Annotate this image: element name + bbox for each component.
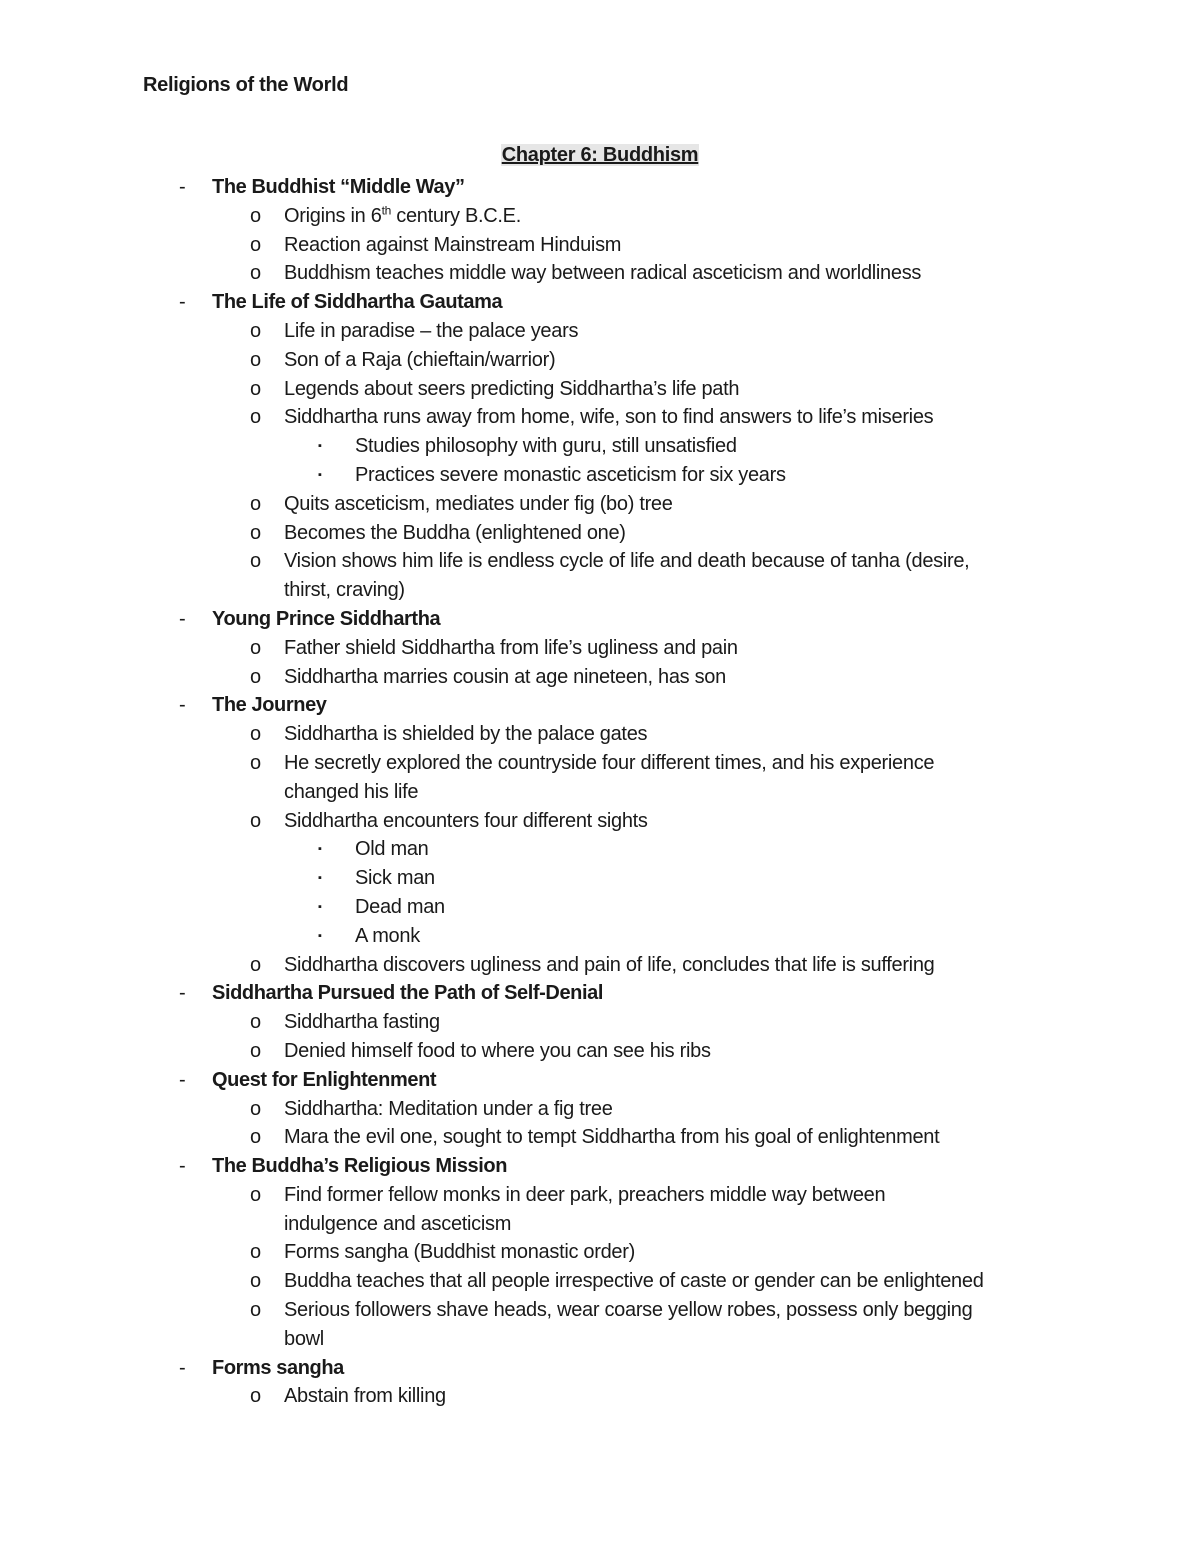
list-item: o Siddhartha is shielded by the palace gates <box>0 720 1200 749</box>
square-bullet: ▪ <box>318 440 322 453</box>
list-item: o Son of a Raja (chieftain/warrior) <box>0 346 1200 375</box>
list-item: o Life in paradise – the palace years <box>0 317 1200 346</box>
list-item: o Siddhartha runs away from home, wife, son to find answers to life’s miseries <box>0 403 1200 432</box>
square-bullet: ▪ <box>318 929 322 942</box>
section-heading: - The Buddha’s Religious Mission <box>0 1152 1200 1181</box>
list-item: o Vision shows him life is endless cycle of life and death because of tanha (desire, <box>0 547 1200 576</box>
list-item: o He secretly explored the countryside four different times, and his experience <box>0 749 1200 778</box>
section-heading: - The Life of Siddhartha Gautama <box>0 288 1200 317</box>
circle-bullet: o <box>250 377 261 400</box>
sub-list-item: ▪ Practices severe monastic asceticism for six years <box>0 461 1200 490</box>
list-item: o Becomes the Buddha (enlightened one) <box>0 519 1200 548</box>
circle-bullet: o <box>250 1011 261 1034</box>
dash-bullet: - <box>179 176 186 198</box>
dash-bullet: - <box>179 1068 186 1091</box>
list-item: o Legends about seers predicting Siddhartha’s life path <box>0 375 1200 404</box>
circle-bullet: o <box>250 492 261 515</box>
list-item: o Denied himself food to where you can see his ribs <box>0 1037 1200 1066</box>
list-item-continuation: changed his life <box>284 780 419 803</box>
circle-bullet: o <box>250 1299 261 1322</box>
circle-bullet: o <box>250 809 261 832</box>
dash-bullet: - <box>179 607 186 630</box>
circle-bullet: o <box>250 723 261 746</box>
document-title: Religions of the World <box>143 74 349 96</box>
list-item: o Buddhism teaches middle way between radical asceticism and worldliness <box>0 259 1200 288</box>
outline <box>0 173 1200 1411</box>
section-heading: - Young Prince Siddhartha <box>0 605 1200 634</box>
list-item: o Buddha teaches that all people irrespective of caste or gender can be enlightened <box>0 1267 1200 1296</box>
list-item: o Serious followers shave heads, wear coarse yellow robes, possess only begging <box>0 1296 1200 1325</box>
list-item: o Father shield Siddhartha from life’s ugliness and pain <box>0 634 1200 663</box>
circle-bullet: o <box>250 550 261 573</box>
list-item: o Quits asceticism, mediates under fig (bo) tree <box>0 490 1200 519</box>
section-heading: - The Buddhist “Middle Way” <box>0 173 1200 202</box>
list-item-continuation: indulgence and asceticism <box>284 1212 512 1235</box>
circle-bullet: o <box>250 406 261 429</box>
circle-bullet: o <box>250 521 261 544</box>
circle-bullet: o <box>250 751 261 774</box>
list-item-continuation: thirst, craving) <box>284 579 405 602</box>
circle-bullet: o <box>250 1097 261 1120</box>
sub-list-item: ▪ Old man <box>0 835 1200 864</box>
circle-bullet: o <box>250 1270 261 1293</box>
list-item: o Mara the evil one, sought to tempt Siddhartha from his goal of enlightenment <box>0 1123 1200 1152</box>
list-item: o Forms sangha (Buddhist monastic order) <box>0 1238 1200 1267</box>
square-bullet: ▪ <box>318 872 322 885</box>
circle-bullet: o <box>250 953 261 976</box>
circle-bullet: o <box>250 665 261 688</box>
dash-bullet: - <box>179 1155 186 1178</box>
sub-list-item: ▪ Dead man <box>0 893 1200 922</box>
dash-bullet: - <box>179 291 186 314</box>
list-item: o Siddhartha fasting <box>0 1008 1200 1037</box>
circle-bullet: o <box>250 1385 261 1408</box>
circle-bullet: o <box>250 1241 261 1264</box>
list-item: o Siddhartha marries cousin at age nineteen, has son <box>0 663 1200 692</box>
section-heading: - Quest for Enlightenment <box>0 1066 1200 1095</box>
square-bullet: ▪ <box>318 900 322 913</box>
dash-bullet: - <box>179 694 186 717</box>
chapter-heading: Chapter 6: Buddhism <box>501 144 699 166</box>
list-item: o Find former fellow monks in deer park, preachers middle way between <box>0 1181 1200 1210</box>
square-bullet: ▪ <box>318 468 322 481</box>
circle-bullet: o <box>250 233 261 256</box>
section-heading: - The Journey <box>0 691 1200 720</box>
list-item: o Siddhartha discovers ugliness and pain of life, concludes that life is suffering <box>0 951 1200 980</box>
circle-bullet: o <box>250 1183 261 1206</box>
list-item: o Origins in 6th century B.C.E. <box>0 202 1200 231</box>
sub-list-item: ▪ Studies philosophy with guru, still unsatisfied <box>0 432 1200 461</box>
circle-bullet: o <box>250 204 261 227</box>
dash-bullet: - <box>179 982 186 1005</box>
circle-bullet: o <box>250 319 261 342</box>
list-item: o Reaction against Mainstream Hinduism <box>0 231 1200 260</box>
dash-bullet: - <box>179 1356 186 1379</box>
sub-list-item: ▪ A monk <box>0 922 1200 951</box>
list-item: o Siddhartha encounters four different sights <box>0 807 1200 836</box>
circle-bullet: o <box>250 1126 261 1149</box>
list-item: o Siddhartha: Meditation under a fig tree <box>0 1095 1200 1124</box>
list-item-continuation: bowl <box>284 1327 324 1350</box>
circle-bullet: o <box>250 348 261 371</box>
section-heading: - Forms sangha <box>0 1354 1200 1383</box>
section-heading: - Siddhartha Pursued the Path of Self-Denial <box>0 979 1200 1008</box>
square-bullet: ▪ <box>318 843 322 856</box>
sub-list-item: ▪ Sick man <box>0 864 1200 893</box>
circle-bullet: o <box>250 262 261 285</box>
circle-bullet: o <box>250 1039 261 1062</box>
list-item: o Abstain from killing <box>0 1382 1200 1411</box>
circle-bullet: o <box>250 636 261 659</box>
